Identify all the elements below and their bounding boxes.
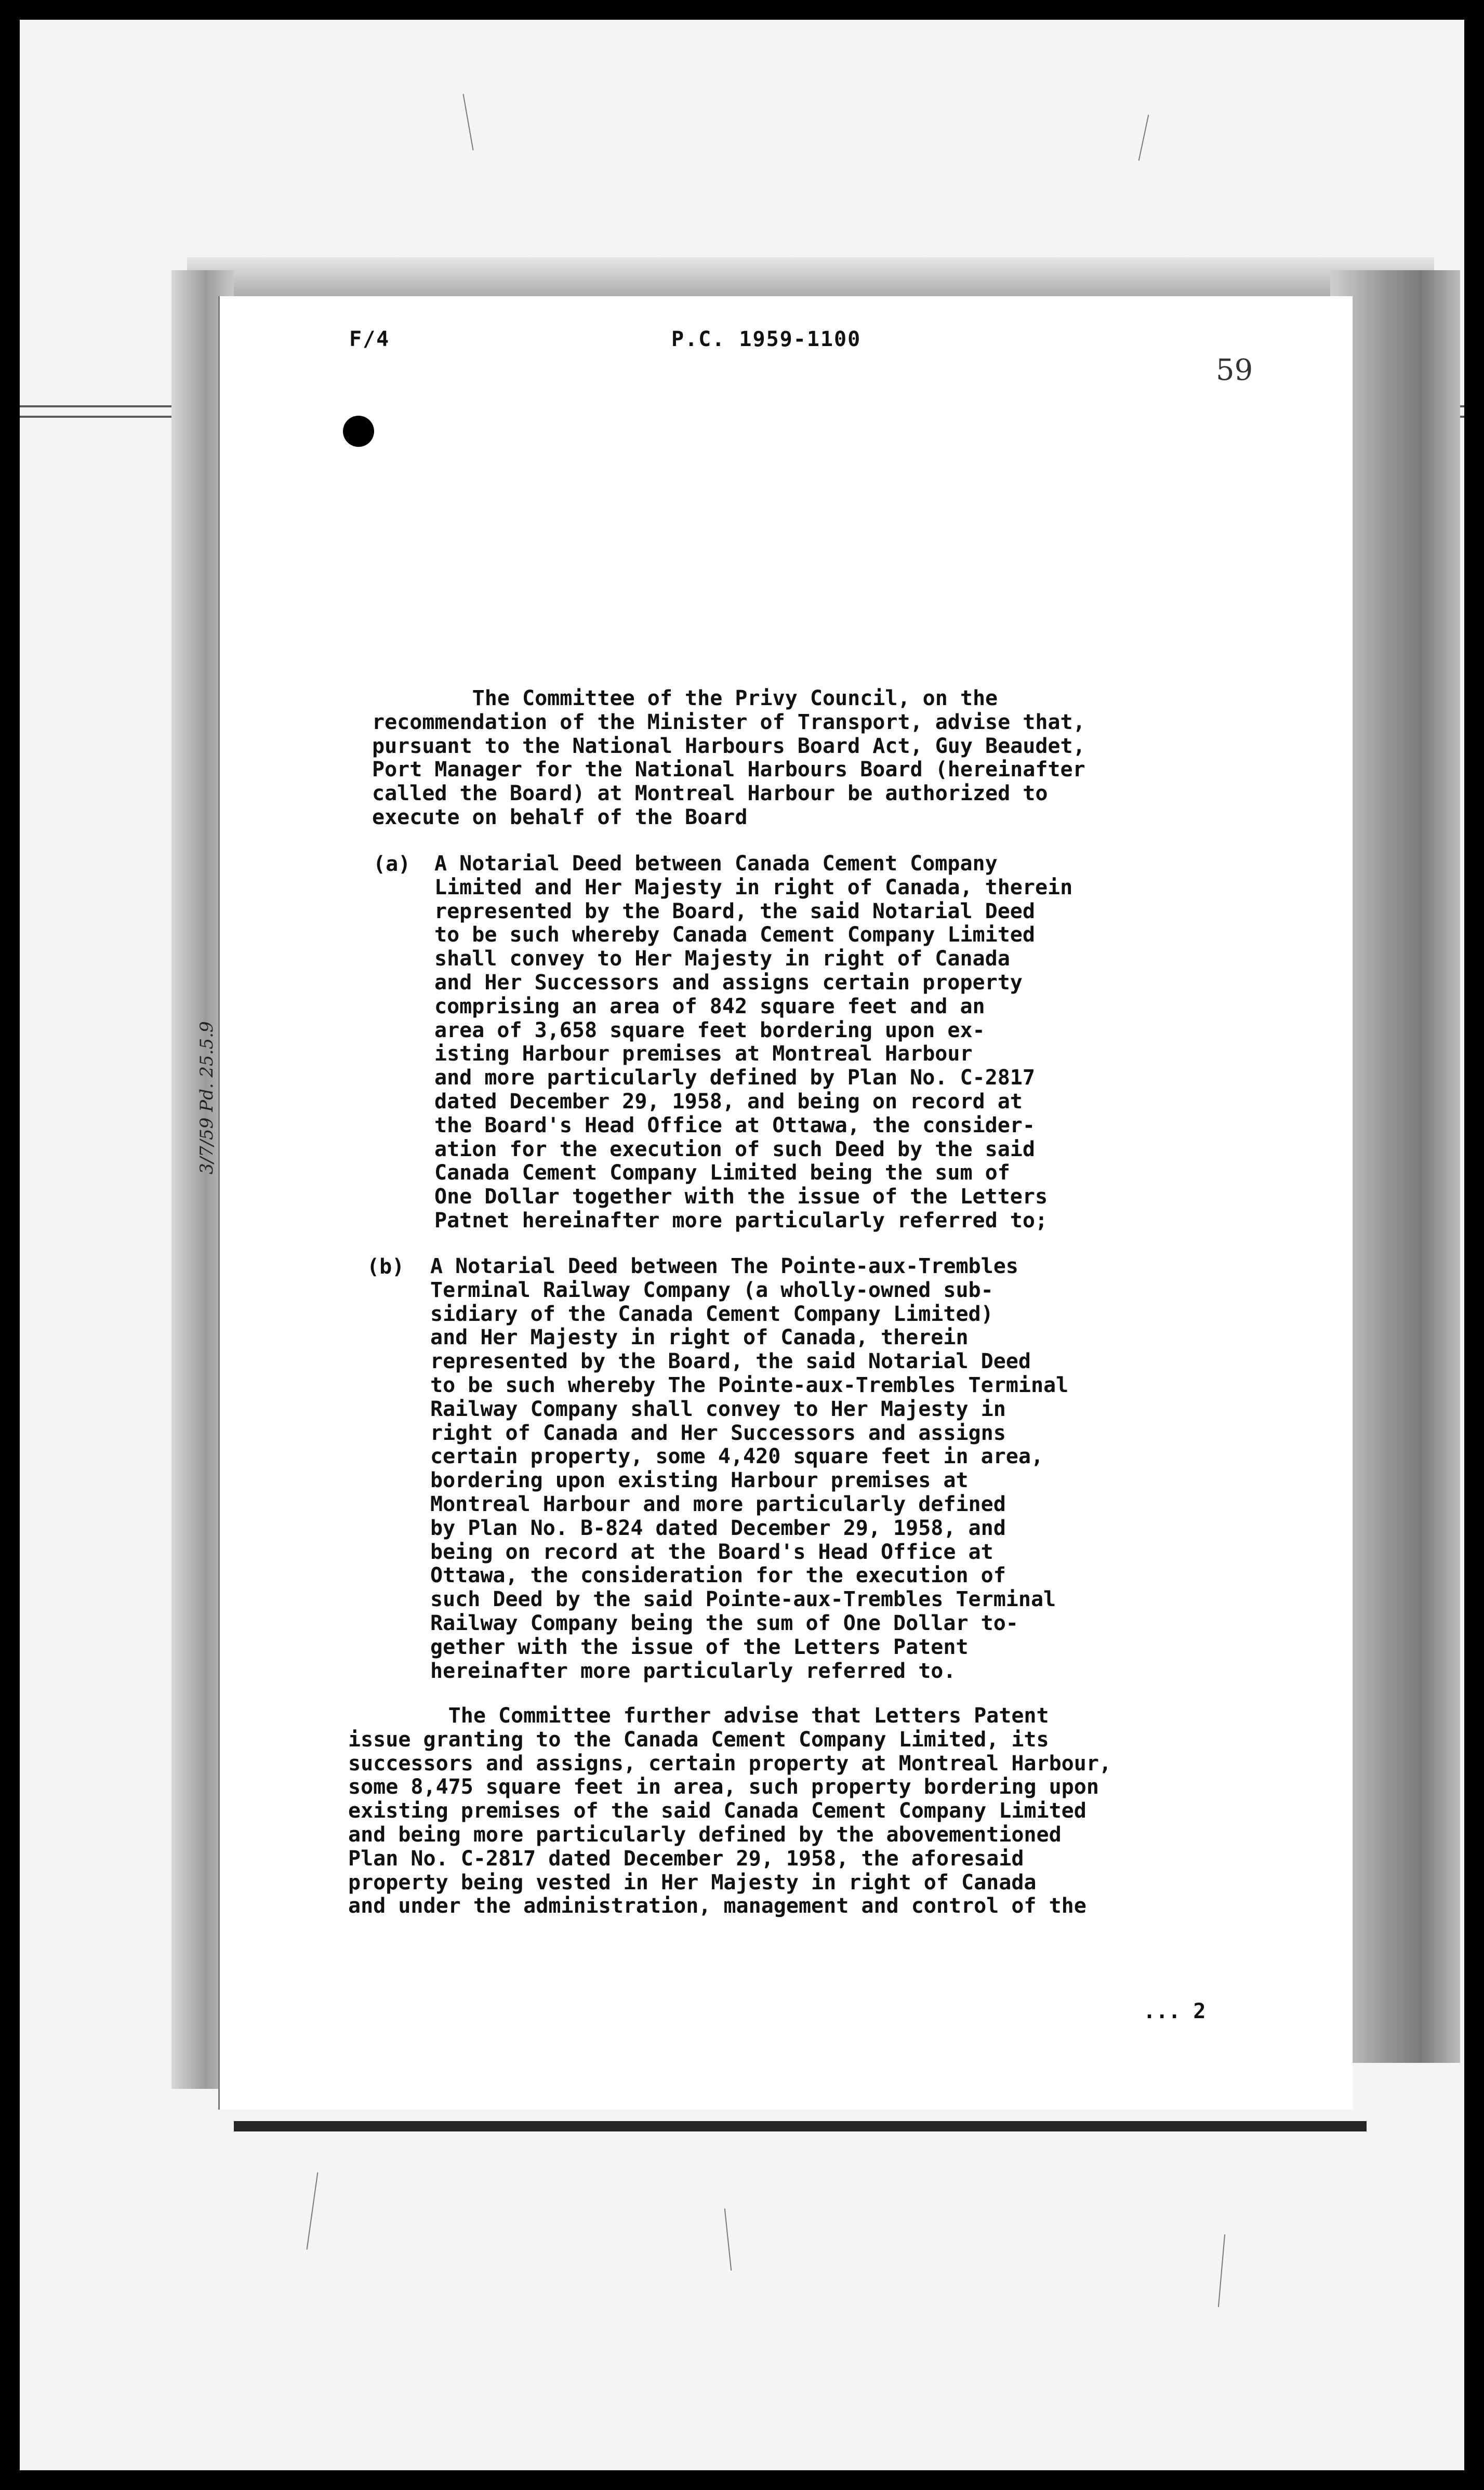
page-shadow-top xyxy=(187,257,1434,299)
item-a-label: (a) xyxy=(373,852,411,876)
margin-annotation: 3/7/59 Pd. 25.5.9 xyxy=(196,1021,217,1174)
file-code: F/4 xyxy=(349,327,390,351)
item-b-label: (b) xyxy=(367,1255,405,1279)
order-number: P.C. 1959-1100 xyxy=(671,327,862,351)
page-bottom-edge xyxy=(234,2121,1367,2131)
further-paragraph: The Committee further advise that Letters Patent issue granting to the Canada Cement Company Limited, its successors and assigns, certain property at Montreal Harbour, some 8,475 square feet in area, such property bordering upon existing premises of the said Canada Cement Company Limited and being more particularly defined by the abovementioned Plan No. C-2817 dated December 29, 1958, the aforesaid property being vested in Her Majesty in right of Canada and under the administration, management and control of the xyxy=(348,1704,1112,1918)
page-number: 59 xyxy=(1216,353,1253,387)
continuation-marker: ... 2 xyxy=(1143,1999,1206,2023)
punch-hole xyxy=(343,416,374,447)
item-b-paragraph: A Notarial Deed between The Pointe-aux-Trembles Terminal Railway Company (a wholly-owned sub- sidiary of the Canada Cement Company Limited) and Her Majesty in right of Canada, therein represented by the Board, the said Notarial Deed to be such whereby The Pointe-aux-Trembles Terminal Railway Company shall convey to Her Majesty in right of Canada and Her Successors and assigns certain property, some 4,420 square feet in area, bordering upon existing Harbour premises at Montreal Harbour and more particularly defined by Plan No. B-824 dated December 29, 1958, and being on record at the Board's Head Office at Ottawa, the consideration for the execution of such Deed by the said Pointe-aux-Trembles Terminal Railway Company being the sum of One Dollar to- gether with the issue of the Letters Patent hereinafter more particularly referred to. xyxy=(430,1254,1069,1683)
item-a-paragraph: A Notarial Deed between Canada Cement Company Limited and Her Majesty in right of Canada, therein represented by the Board, the said Notarial Deed to be such whereby Canada Cement Company Limited shall convey to Her Majesty in right of Canada and Her Successors and assigns certain property comprising an area of 842 square feet and an area of 3,658 square feet bordering upon ex- isting Harbour premises at Montreal Harbour and more particularly defined by Plan No. C-2817 dated December 29, 1958, and being on record at the Board's Head Office at Ottawa, the consider- ation for the execution of such Deed by the said Canada Cement Company Limited being the sum of One Dollar together with the issue of the Letters Patnet hereinafter more particularly referred to; xyxy=(434,852,1073,1233)
intro-paragraph: The Committee of the Privy Council, on the recommendation of the Minister of Transport, advise that, pursuant to the National Harbours Board Act, Guy Beaudet, Port Manager for the National Harbours Board (hereinafter called the Board) at Montreal Harbour be authorized to execute on behalf of the Board xyxy=(372,686,1085,829)
